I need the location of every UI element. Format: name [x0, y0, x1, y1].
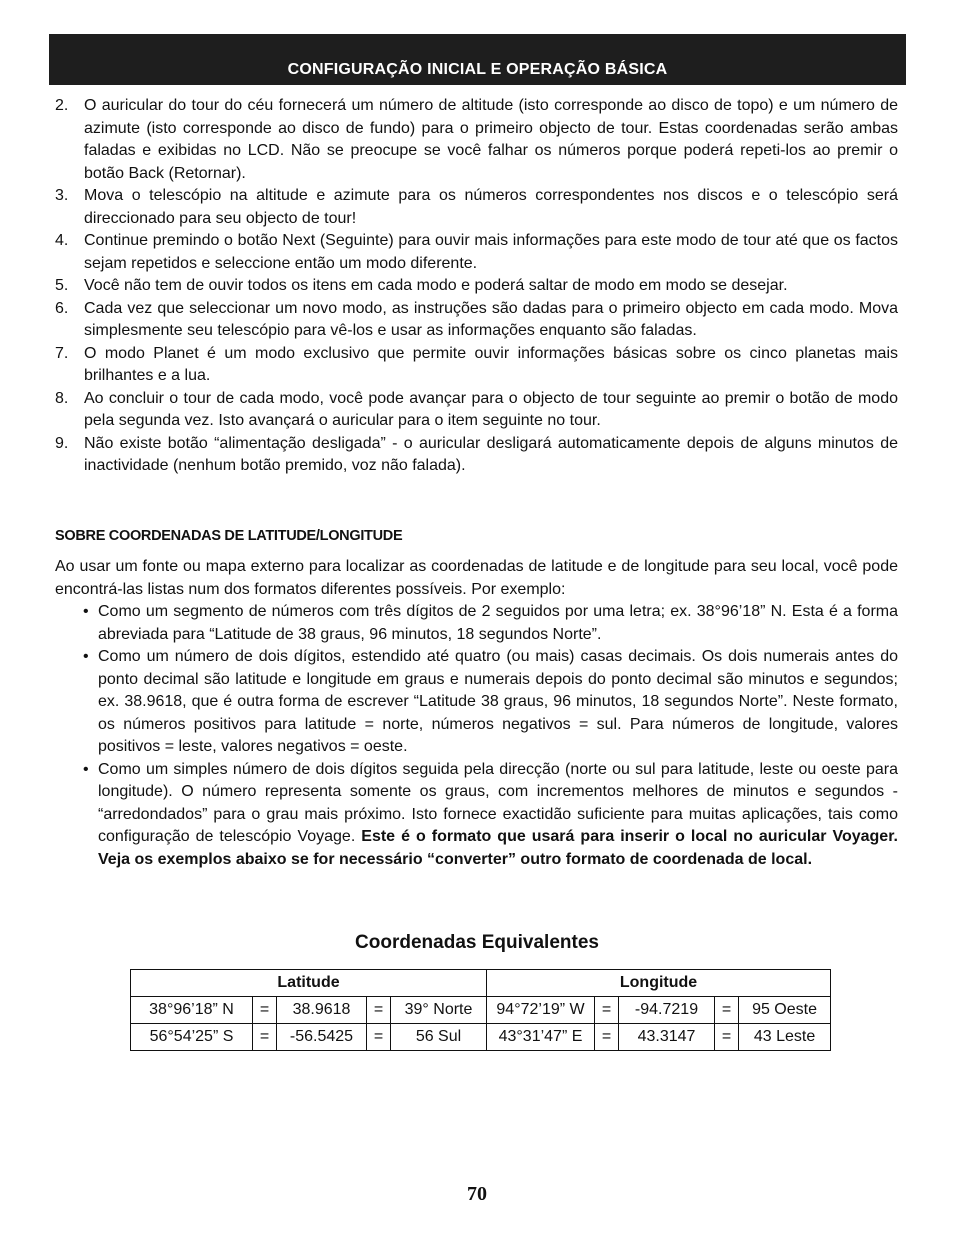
- table-row: [131, 997, 831, 1024]
- list-text: Ao concluir o tour de cada modo, você pode avançar para o objecto de tour seguinte ao premir o botão de modo pela segunda vez. Isto avançará o auricular para o item seguinte no tour.: [84, 389, 898, 429]
- list-item: [55, 298, 898, 343]
- section-header-bar: [49, 34, 906, 85]
- longitude-header: Longitude: [487, 970, 831, 997]
- table-cell: -94.7219: [619, 997, 715, 1024]
- bullet-item: [83, 759, 898, 872]
- list-text: O auricular do tour do céu fornecerá um número de altitude (isto corresponde ao disco de topo) e um número de azimute (isto corresponde ao disco de fundo) para o primeiro objecto de tour. Estas coordenadas serão ambas faladas e exibidas no LCD. Não se preocupe se você falhar os números porque poderá repeti-los ao premir o botão Back (Retornar).: [84, 97, 898, 182]
- table-cell: -56.5425: [277, 1024, 367, 1051]
- table-row: [131, 1024, 831, 1051]
- list-text: Não existe botão “alimentação desligada” - o auricular desligará automaticamente depois de alguns minutos de inactividade (nenhum botão premido, voz não falada).: [84, 434, 898, 474]
- table-cell: =: [253, 1024, 277, 1051]
- section-heading: SOBRE COORDENADAS DE LATITUDE/LONGITUDE: [55, 528, 403, 544]
- section-intro-paragraph: Ao usar um fonte ou mapa externo para localizar as coordenadas de latitude e de longitude para seu local, você pode encontrá-las listas num dos formatos diferentes possíveis. Por exemplo:: [55, 558, 898, 598]
- latitude-header: Latitude: [131, 970, 487, 997]
- table-cell: =: [367, 1024, 391, 1051]
- table-cell: 56 Sul: [391, 1024, 487, 1051]
- list-item: [55, 433, 898, 478]
- list-item: [55, 230, 898, 275]
- list-item: [55, 388, 898, 433]
- section-header-title: CONFIGURAÇÃO INICIAL E OPERAÇÃO BÁSICA: [287, 61, 668, 78]
- format-bullet-list: [83, 601, 898, 871]
- bullet-dot: •: [83, 603, 89, 620]
- table-cell: =: [253, 997, 277, 1024]
- bullet-item: [83, 601, 898, 646]
- bullet-text: Como um simples número de dois dígitos seguida pela direcção (norte ou sul para latitude, leste ou oeste para longitude). O número representa somente os graus, com incrementos melhores de minutos e segundos - “arredondados” para o grau mais próximo. Isto fornece exactidão suficiente para muitas aplicações, tais como configuração de telescópio Voyage. Este é o formato que usará para inserir o local no auricular Voyager. Veja os exemplos abaixo se for necessário “converter” outro formato de coordenada de local.: [98, 760, 898, 868]
- table-cell: 38°96’18” N: [131, 997, 253, 1024]
- page-number: 70: [467, 1183, 487, 1205]
- list-item: [55, 95, 898, 185]
- bullet-bold-text: Este é o formato que usará para inserir o local no auricular Voyager. Veja os exemplos abaixo se for necessário “converter” outro formato de coordenada de local.: [98, 828, 898, 868]
- table-cell: =: [715, 1024, 739, 1051]
- list-number: 5.: [55, 277, 69, 294]
- list-number: 6.: [55, 299, 69, 317]
- bullet-text: Como um segmento de números com três dígitos de 2 seguidos por uma letra; ex. 38°96’18” N. Esta é a forma abreviada para “Latitude de 38 graus, 96 minutos, 18 segundos Norte”.: [98, 603, 898, 643]
- list-item: [55, 343, 898, 388]
- list-item: [55, 275, 898, 298]
- list-number: 7.: [55, 344, 69, 362]
- list-text: Você não tem de ouvir todos os itens em cada modo e poderá saltar de modo em modo se desejar.: [84, 277, 788, 294]
- list-text: Continue premindo o botão Next (Seguinte) para ouvir mais informações para este modo de tour até que os factos sejam repetidos e seleccione então um modo diferente.: [84, 232, 898, 272]
- list-number: 3.: [55, 187, 69, 204]
- table-cell: =: [367, 997, 391, 1024]
- table-cell: 43 Leste: [739, 1024, 831, 1051]
- bullet-dot: •: [83, 760, 89, 778]
- list-number: 9.: [55, 434, 69, 452]
- list-item: [55, 185, 898, 230]
- bullet-text: Como um número de dois dígitos, estendido até quatro (ou mais) casas decimais. Os dois numerais antes do ponto decimal são latitude e longitude em graus e numerais depois do ponto decimal são minutos e segundos; ex. 38.9618, que é outra forma de escrever “Latitude 38 graus, 96 minutos, 18 segundos Norte”. Neste formato, os números positivos para latitude = norte, números negativos = sul. Para números de longitude, valores positivos = leste, valores negativos = oeste.: [98, 648, 898, 755]
- table-cell: =: [595, 997, 619, 1024]
- bullet-item: [83, 646, 898, 759]
- table-cell: 94°72’19” W: [487, 997, 595, 1024]
- table-title: Coordenadas Equivalentes: [355, 932, 599, 953]
- list-text: Cada vez que seleccionar um novo modo, as instruções são dadas para o primeiro objecto em cada modo. Mova simplesmente seu telescópio para vê-los e usar as informações enquanto são faladas.: [84, 299, 898, 339]
- table-cell: 38.9618: [277, 997, 367, 1024]
- table-cell: =: [715, 997, 739, 1024]
- table-header-row: [131, 970, 831, 997]
- list-number: 8.: [55, 389, 69, 407]
- list-text: O modo Planet é um modo exclusivo que permite ouvir informações básicas sobre os cinco planetas mais brilhantes e a lua.: [84, 344, 898, 384]
- coordinates-table: [130, 969, 831, 1051]
- table-cell: 56°54’25” S: [131, 1024, 253, 1051]
- list-text: Mova o telescópio na altitude e azimute para os números correspondentes nos discos e o telescópio será direccionado para seu objecto de tour!: [84, 187, 898, 227]
- list-number: 2.: [55, 97, 69, 114]
- table-cell: 43.3147: [619, 1024, 715, 1051]
- table-cell: 43°31’47” E: [487, 1024, 595, 1051]
- bullet-dot: •: [83, 648, 89, 665]
- table-cell: 39° Norte: [391, 997, 487, 1024]
- list-number: 4.: [55, 232, 69, 249]
- table-cell: =: [595, 1024, 619, 1051]
- table-cell: 95 Oeste: [739, 997, 831, 1024]
- numbered-instructions-list: [55, 95, 898, 478]
